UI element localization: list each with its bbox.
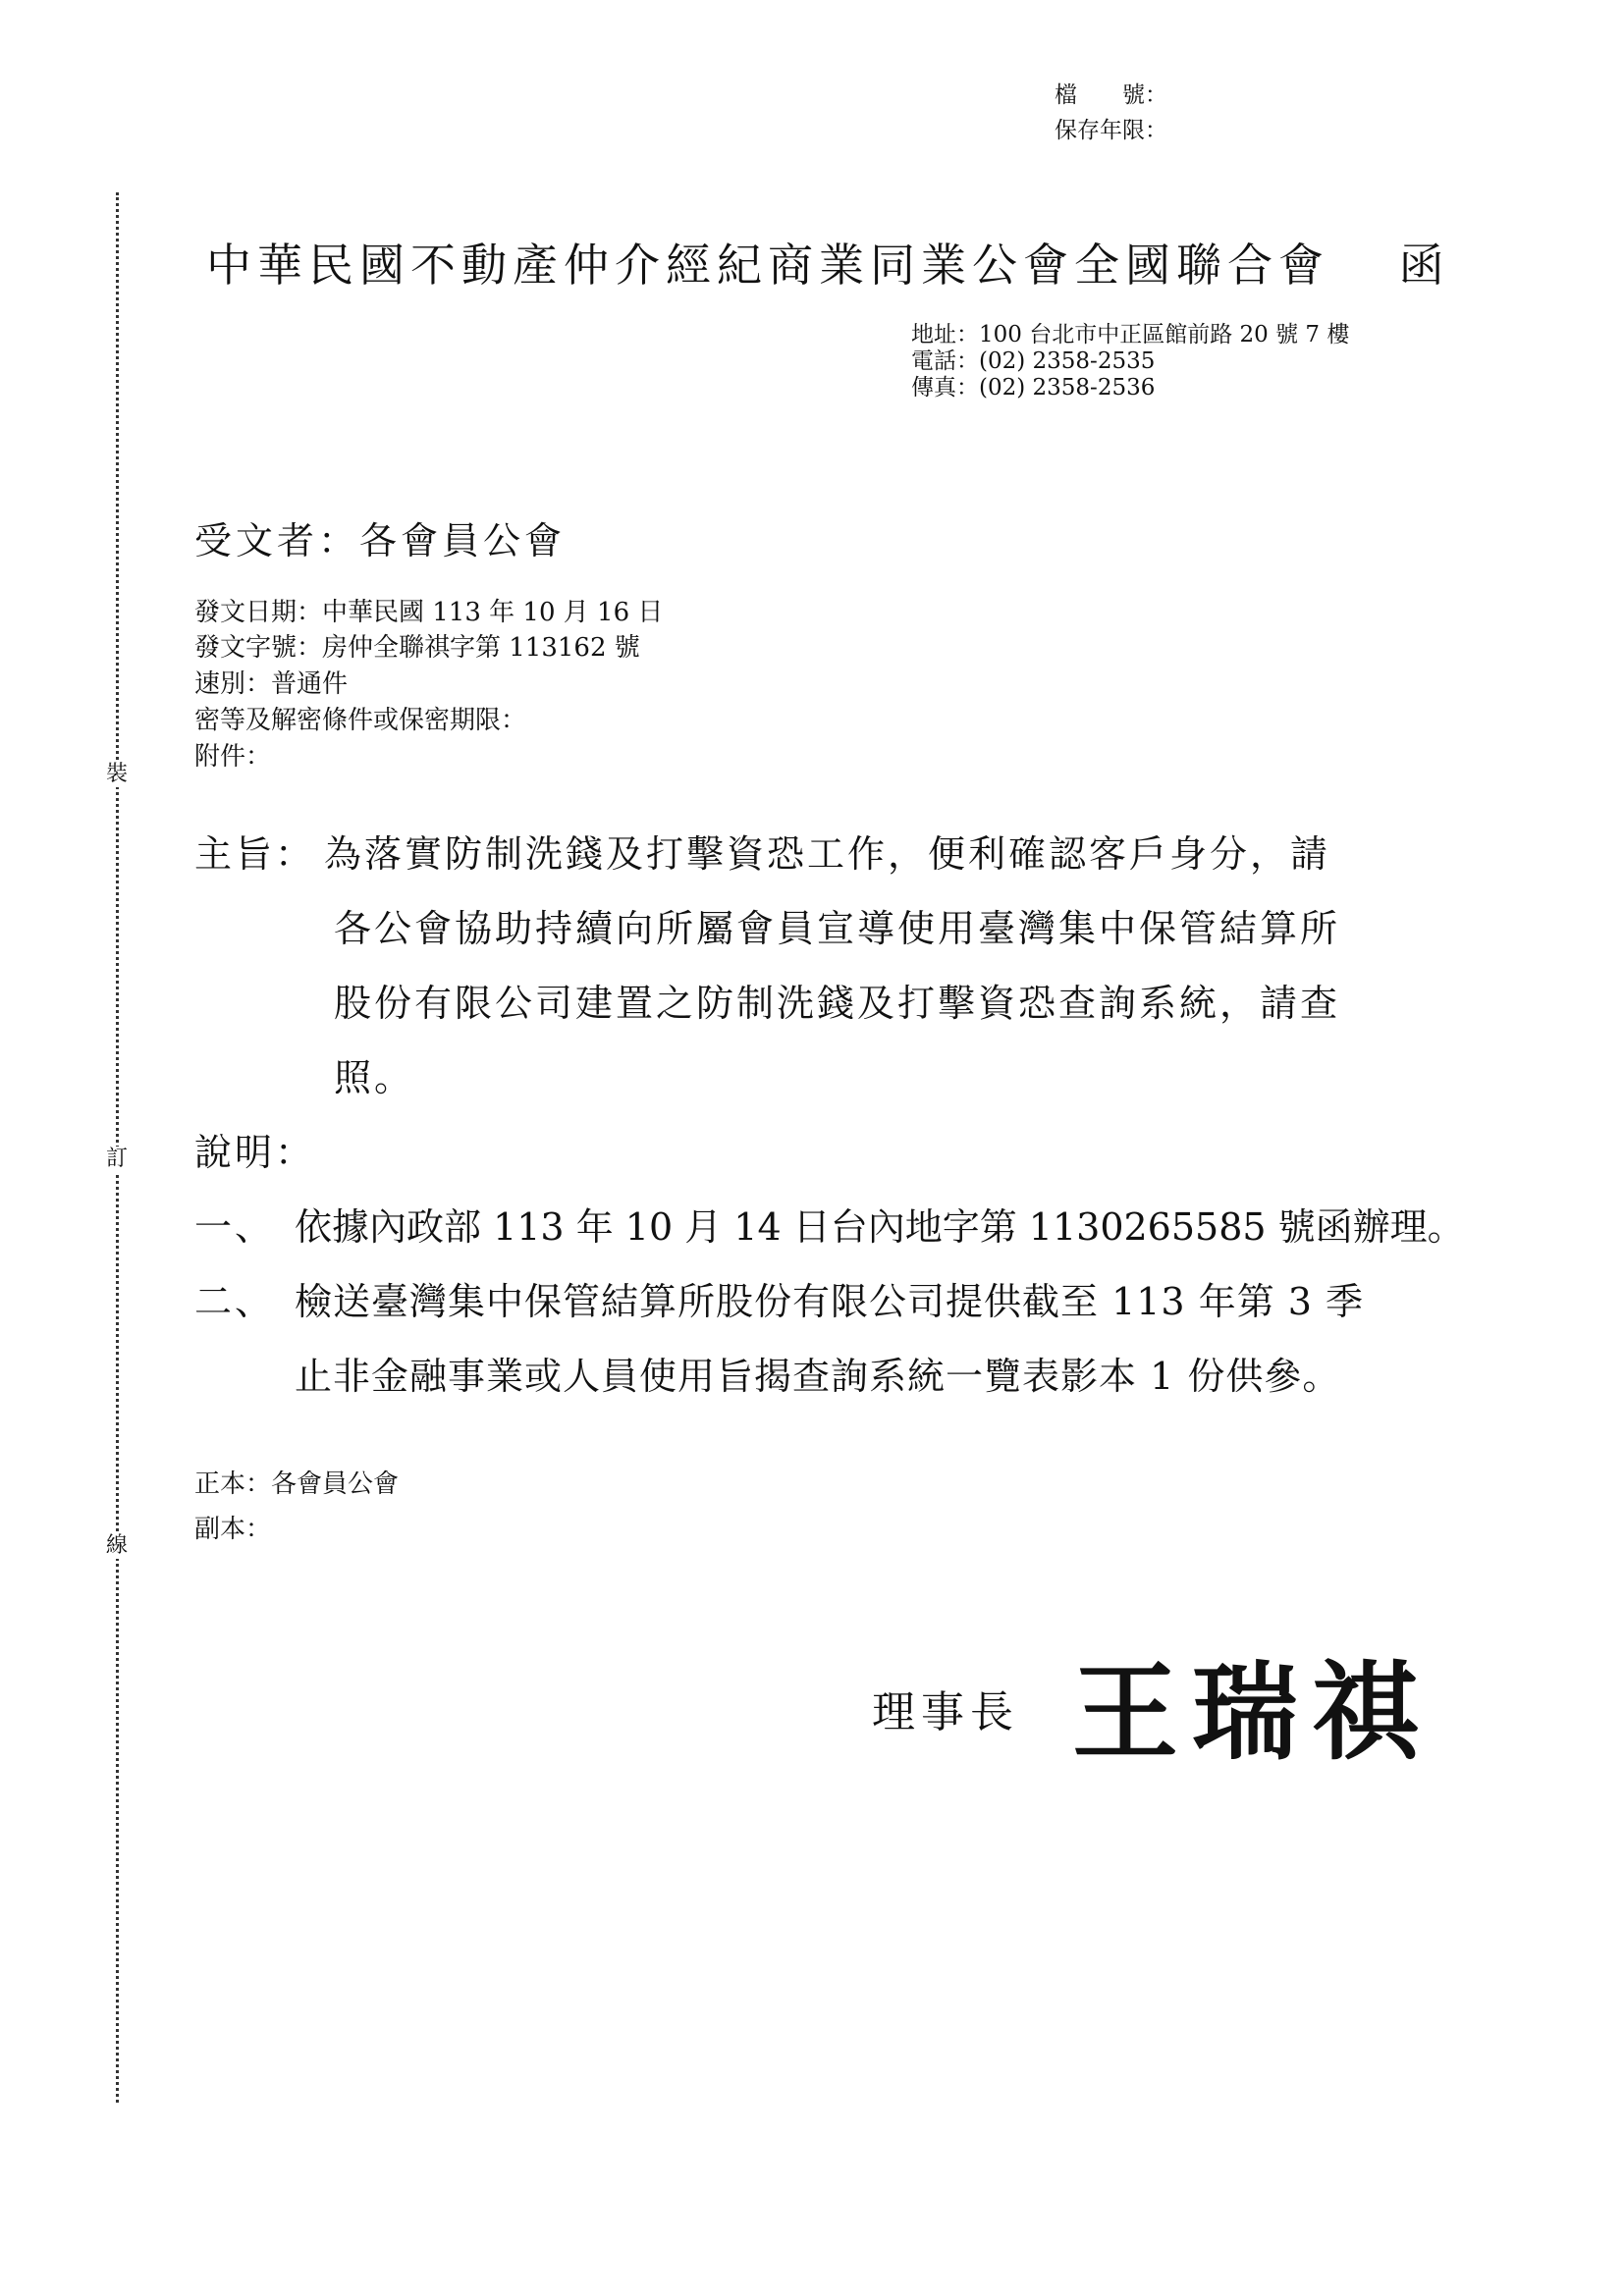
subject-line: 股份有限公司建置之防制洗錢及打擊資恐查詢系統，請查 [334,982,1341,1025]
binding-mark-ding: 訂 [105,1147,128,1171]
recipient: 受文者：各會員公會 [194,519,567,562]
explanation-label: 說明： [194,1131,316,1174]
address: 地址：100 台北市中正區館前路 20 號 7 樓 [911,322,1350,347]
subject-line: 各公會協助持續向所屬會員宣導使用臺灣集中保管結算所 [334,907,1341,950]
explanation-item-line: 依據內政部 113 年 10 月 14 日台內地字第 1130265585 號函辦理。 [295,1205,1465,1249]
signature-name: 王瑞祺 [1072,1651,1433,1775]
file-number-label: 檔 號： [1055,82,1167,108]
duplicate-copy: 副本： [194,1515,272,1544]
phone: 電話：(02) 2358-2535 [911,348,1156,374]
fax: 傳真：(02) 2358-2536 [911,375,1156,400]
organization-name: 中華民國不動產仲介經紀商業同業公會全國聯合會 [206,239,1329,292]
speed: 速別：普通件 [194,669,349,699]
explanation-item-number: 一、 [194,1205,276,1249]
subject-label: 主旨： [194,832,316,876]
issue-date: 發文日期：中華民國 113 年 10 月 16 日 [194,598,664,627]
binding-mark-zhuang: 裝 [105,762,128,786]
attachment: 附件： [194,742,272,772]
explanation-item-number: 二、 [194,1280,276,1323]
secrecy: 密等及解密條件或保密期限： [194,706,527,735]
explanation-item-line: 檢送臺灣集中保管結算所股份有限公司提供截至 113 年第 3 季 [295,1280,1365,1323]
binding-mark-xian: 線 [105,1533,128,1558]
subject-line: 為落實防制洗錢及打擊資恐工作，便利確認客戶身分，請 [324,832,1331,876]
subject-line: 照。 [334,1056,415,1099]
retention-label: 保存年限： [1055,118,1167,143]
signature-title: 理事長 [872,1687,1019,1737]
letterhead-title [206,230,1450,294]
document-type: 函 [1398,239,1450,292]
original-copy: 正本：各會員公會 [194,1469,400,1499]
explanation-item-line: 止非金融事業或人員使用旨揭查詢系統一覽表影本 1 份供參。 [295,1355,1341,1398]
issue-number: 發文字號：房仲全聯祺字第 113162 號 [194,633,640,663]
